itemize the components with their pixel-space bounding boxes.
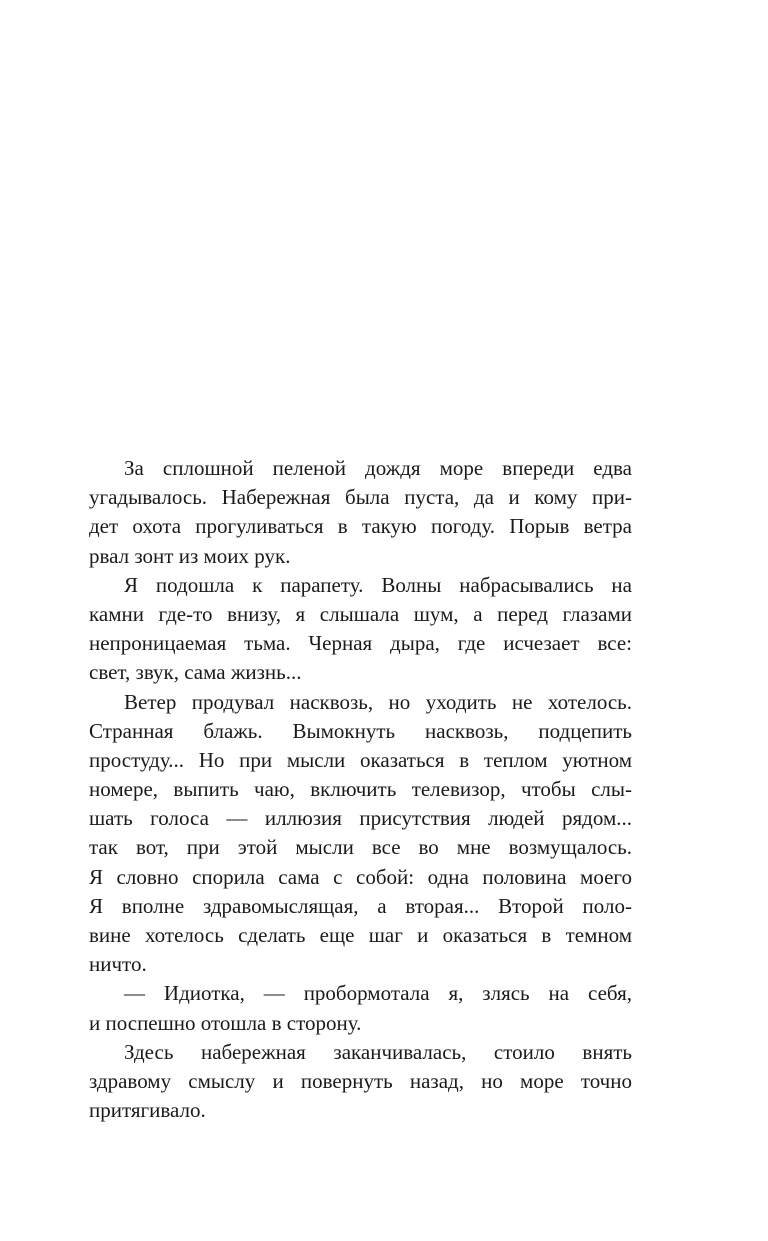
text-line: Я вполне здравомыслящая, а вторая... Второй поло- — [89, 893, 632, 918]
paragraph-5 — [89, 1038, 632, 1126]
text-line: Странная блажь. Вымокнуть насквозь, подцепить — [89, 718, 632, 743]
text-line: здравому смыслу и повернуть назад, но море точно — [89, 1068, 632, 1093]
paragraph-1 — [89, 454, 632, 571]
text-line: шать голоса — иллюзия присутствия людей рядом... — [89, 806, 632, 831]
paragraph-4 — [89, 979, 632, 1037]
text-line: так вот, при этой мысли все во мне возмущалось. — [89, 835, 632, 860]
text-line: Здесь набережная заканчивалась, стоило внять — [124, 1039, 632, 1064]
text-line: Ветер продувал насквозь, но уходить не хотелось. — [124, 689, 632, 714]
text-line: и поспешно отошла в сторону. — [89, 1010, 362, 1035]
text-line: рвал зонт из моих рук. — [89, 543, 291, 568]
text-line: простуду... Но при мысли оказаться в теплом уютном — [89, 747, 632, 772]
text-line: Я словно спорила сама с собой: одна половина моего — [89, 864, 632, 889]
text-line: ничто. — [89, 952, 147, 977]
text-line: притягивало. — [89, 1098, 206, 1123]
text-line: — Идиотка, — пробормотала я, злясь на себя, — [124, 981, 632, 1006]
text-line: номере, выпить чаю, включить телевизор, чтобы слы- — [89, 777, 632, 802]
text-line: свет, звук, сама жизнь... — [89, 660, 302, 685]
paragraph-2 — [89, 571, 632, 688]
text-line: угадывалось. Набережная была пуста, да и кому при- — [89, 485, 632, 510]
text-line: За сплошной пеленой дождя море впереди едва — [124, 456, 632, 480]
paragraph-3 — [89, 688, 632, 980]
text-line: дет охота прогуливаться в такую погоду. Порыв ветра — [89, 514, 632, 539]
text-line: непроницаемая тьма. Черная дыра, где исчезает все: — [89, 631, 632, 656]
book-page-text — [89, 454, 632, 1125]
text-line: вине хотелось сделать еще шаг и оказаться в темном — [89, 923, 632, 947]
text-line: Я подошла к парапету. Волны набрасывались на — [124, 572, 632, 597]
text-line: камни где-то внизу, я слышала шум, а перед глазами — [89, 601, 632, 626]
